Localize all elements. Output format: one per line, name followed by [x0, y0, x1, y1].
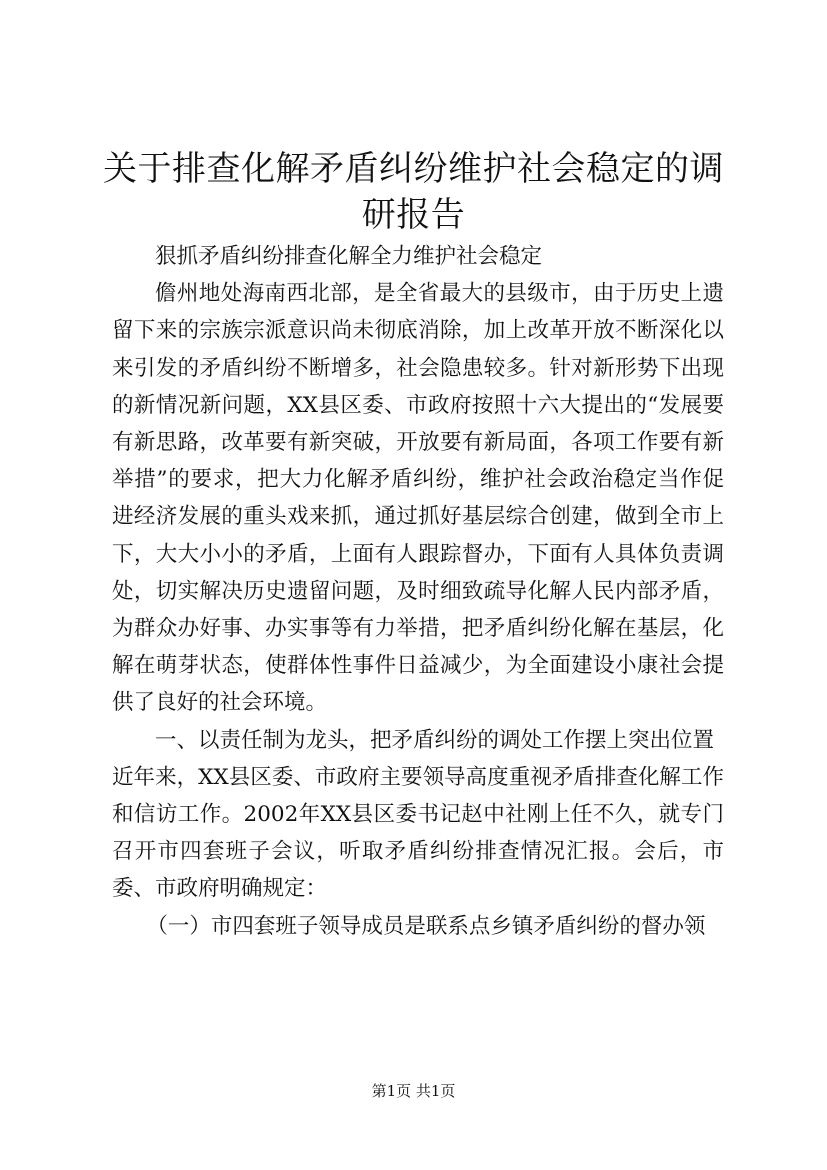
- section-heading: 一、以责任制为龙头，把矛盾纠纷的调处工作摆上突出位置: [155, 727, 715, 753]
- list-item-paragraph: （一）市四套班子领导成员是联系点乡镇矛盾纠纷的督办领: [146, 913, 706, 939]
- subtitle-paragraph: 狠抓矛盾纠纷排查化解全力维护社会稳定: [155, 244, 543, 269]
- section-paragraph: 近年来，XX县区委、市政府主要领导高度重视矛盾排查化解工作和信访工作。2002年XX县区委书记赵中社刚上任不久，就专门召开市四套班子会议，听取矛盾纠纷排查情况汇报。会后，市委、市政府明确规定：: [112, 764, 724, 902]
- intro-paragraph: 儋州地处海南西北部，是全省最大的县级市，由于历史上遗留下来的宗族宗派意识尚未彻底消除，加上改革开放不断深化以来引发的矛盾纠纷不断增多，社会隐患较多。针对新形势下出现的新情况新问题，XX县区委、市政府按照十六大提出的“发展要有新思路，改革要有新突破，开放要有新局面，各项工作要有新举措”的要求，把大力化解矛盾纠纷，维护社会政治稳定当作促进经济发展的重头戏来抓，通过抓好基层综合创建，做到全市上下，大大小小的矛盾，上面有人跟踪督办，下面有人具体负责调处，切实解决历史遗留问题，及时细致疏导化解人民内部矛盾，为群众办好事、办实事等有力举措，把矛盾纠纷化解在基层，化解在萌芽状态，使群体性事件日益减少，为全面建设小康社会提供了良好的社会环境。: [112, 281, 724, 716]
- document-body: [112, 238, 724, 945]
- page-footer: 第1页 共1页: [371, 1082, 456, 1100]
- document-title: 关于排查化解矛盾纠纷维护社会稳定的调研报告: [103, 149, 724, 235]
